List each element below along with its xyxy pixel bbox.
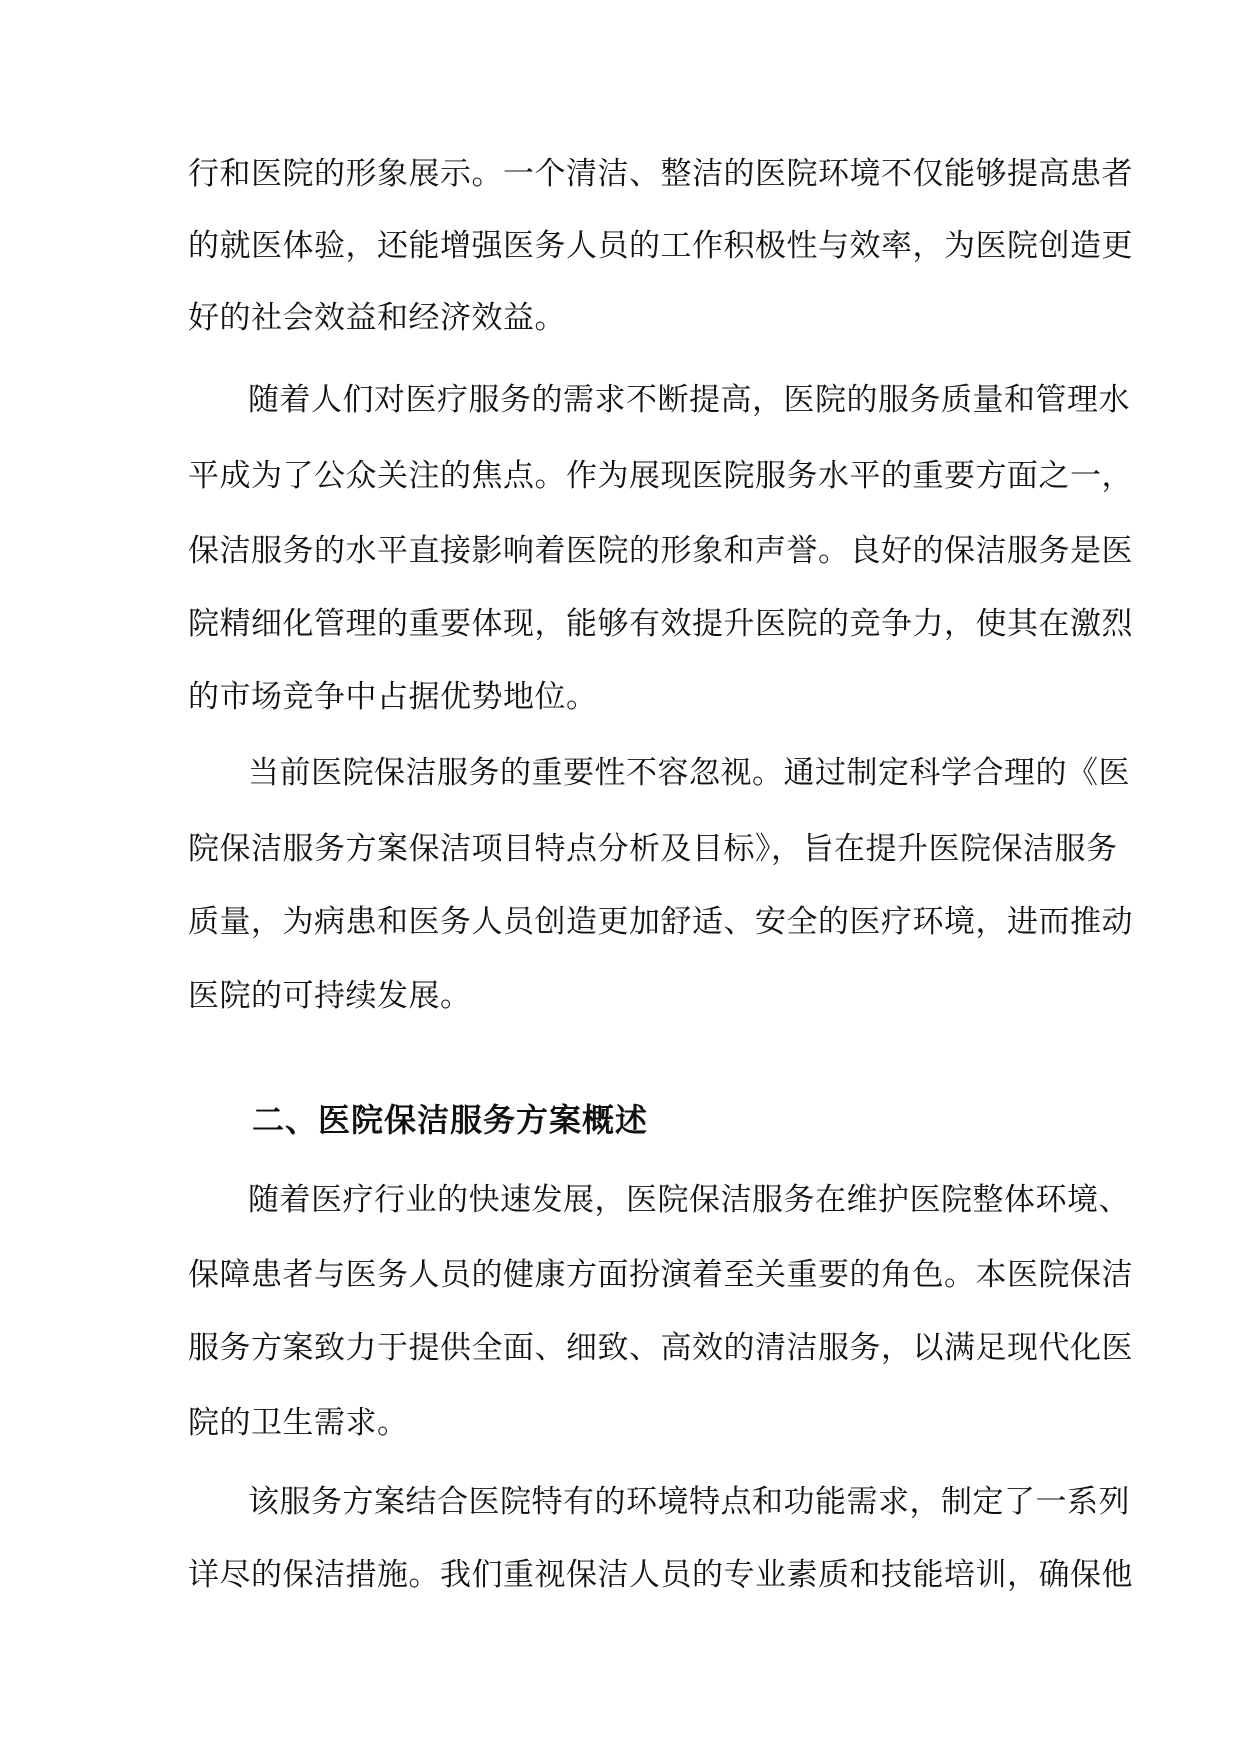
paragraph-3-line-2: 院保洁服务方案保洁项目特点分析及目标》，旨在提升医院保洁服务 bbox=[188, 831, 1118, 867]
paragraph-3-line-4: 医院的可持续发展。 bbox=[188, 978, 472, 1014]
paragraph-2-line-2: 平成为了公众关注的焦点。作为展现医院服务水平的重要方面之一， bbox=[188, 458, 1133, 494]
paragraph-1-line-1: 行和医院的形象展示。一个清洁、整洁的医院环境不仅能够提高患者 bbox=[188, 156, 1133, 192]
paragraph-2-line-5: 的市场竞争中占据优势地位。 bbox=[188, 679, 598, 715]
paragraph-3-line-3: 质量，为病患和医务人员创造更加舒适、安全的医疗环境，进而推动 bbox=[188, 904, 1133, 940]
paragraph-1-line-2: 的就医体验，还能增强医务人员的工作积极性与效率，为医院创造更 bbox=[188, 228, 1133, 264]
paragraph-5-line-2: 详尽的保洁措施。我们重视保洁人员的专业素质和技能培训，确保他 bbox=[188, 1557, 1133, 1593]
paragraph-4-line-2: 保障患者与医务人员的健康方面扮演着至关重要的角色。本医院保洁 bbox=[188, 1257, 1133, 1293]
paragraph-1-line-3: 好的社会效益和经济效益。 bbox=[188, 300, 566, 336]
paragraph-2-line-3: 保洁服务的水平直接影响着医院的形象和声誉。良好的保洁服务是医 bbox=[188, 533, 1133, 569]
paragraph-2-line-4: 院精细化管理的重要体现，能够有效提升医院的竞争力，使其在激烈 bbox=[188, 606, 1133, 642]
paragraph-4-line-1: 随着医疗行业的快速发展，医院保洁服务在维护医院整体环境、 bbox=[248, 1182, 1130, 1218]
section-heading: 二、医院保洁服务方案概述 bbox=[252, 1101, 649, 1139]
paragraph-4-line-4: 院的卫生需求。 bbox=[188, 1405, 409, 1441]
paragraph-4-line-3: 服务方案致力于提供全面、细致、高效的清洁服务，以满足现代化医 bbox=[188, 1330, 1133, 1366]
paragraph-3-line-1: 当前医院保洁服务的重要性不容忽视。通过制定科学合理的《医 bbox=[248, 755, 1130, 791]
paragraph-2-line-1: 随着人们对医疗服务的需求不断提高，医院的服务质量和管理水 bbox=[248, 382, 1130, 418]
paragraph-5-line-1: 该服务方案结合医院特有的环境特点和功能需求，制定了一系列 bbox=[248, 1484, 1130, 1520]
